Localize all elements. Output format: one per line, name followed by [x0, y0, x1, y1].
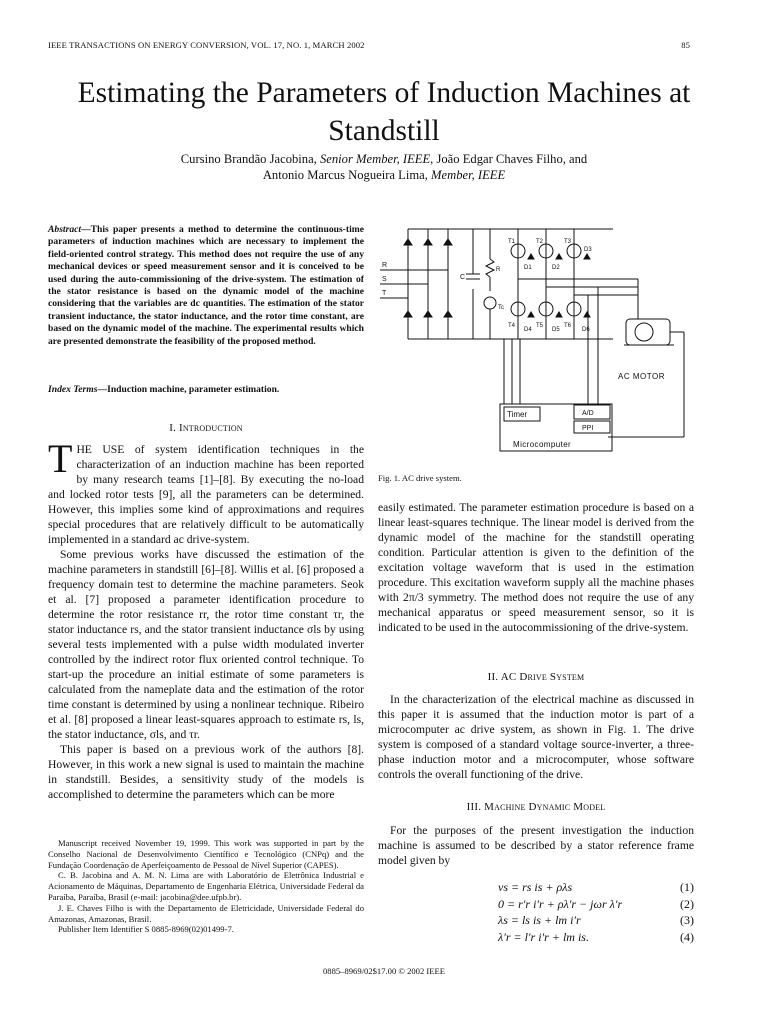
- label-c: C: [460, 274, 466, 281]
- intro-paragraph-1: THE USE of system identification techniques in the characterization of an induction machine has been reported by many research teams [1]–[8]. By executing the no-load and locked rotor tests [9], all the parameters can be determined. However, this implies some kind of approximations and requires special procedures that are relatively difficult to be automatically implemented in a standard ac drive-system.: [48, 436, 364, 546]
- label-microcomputer: Microcomputer: [513, 440, 572, 449]
- journal-name: IEEE TRANSACTIONS ON ENERGY CONVERSION, VOL. 17, NO. 1, MARCH 2002: [48, 40, 365, 50]
- inverter-switches: [511, 229, 590, 339]
- abstract: [48, 224, 364, 348]
- ac-drive-body: [378, 692, 694, 782]
- equation-4: [378, 930, 694, 947]
- label-s: S: [382, 276, 387, 283]
- drop-cap: T: [48, 436, 73, 481]
- section-heading-introduction: I. Introduction: [169, 422, 243, 434]
- copyright-footer: 0885–8969/02$17.00 © 2002 IEEE: [322, 966, 446, 976]
- footnote-manuscript: Manuscript received November 19, 1999. This work was supported in part by the Conselho Nacional de Desenvolvimento Científico e Tecnológico (CNPq) and the Fundação Coordenação de Aperfeiçoamento de Pessoal de Nível Superior (CAPES).: [48, 838, 364, 870]
- equation-2: [378, 897, 694, 914]
- ac-drive-paragraph: In the characterization of the electrical machine as discussed in this paper it is assumed that the induction motor is part of a microcomputer ac drive system, as shown in Fig. 1. The drive system is composed of a standard voltage source-inverter, a three-phase induction motor and a microcomputer, whose software controls the overall functioning of the drive.: [378, 693, 694, 781]
- label-r: R: [382, 262, 388, 269]
- label-timer: Timer: [507, 410, 528, 419]
- running-header: [48, 40, 690, 50]
- label-t6: T6: [564, 323, 572, 329]
- page-number: 85: [681, 40, 690, 50]
- equation-1-number: (1): [680, 880, 694, 894]
- label-d1: D1: [524, 265, 532, 271]
- intro-paragraph-3: This paper is based on a previous work of the authors [8]. However, in this work a new signal is used to maintain the machine in standstill. Besides, a sensitivity study of the models is accomplished to determine the parameters which can be more: [48, 743, 364, 801]
- right-column-body: [378, 500, 694, 635]
- index-terms: [48, 384, 364, 396]
- dynamic-model-body: [378, 823, 694, 868]
- abstract-label: Abstract: [48, 224, 82, 235]
- label-t4: T4: [508, 323, 516, 329]
- label-d6: D6: [582, 327, 590, 333]
- author-3-role: Member, IEEE: [431, 168, 506, 182]
- label-t1: T1: [508, 239, 516, 245]
- footnote-publisher-id: Publisher Item Identifier S 0885-8969(02)01499-7.: [58, 924, 234, 935]
- equation-4-text: λ′r = l′r i′r + lm is.: [498, 929, 589, 944]
- intro-paragraph-2: Some previous works have discussed the estimation of the machine parameters in standstill [6]–[8]. Willis et al. [6] proposed a frequency domain test to determine the machine parameters. Seok et al. [7] proposed a parameter identification procedure to determine the rotor resistance rr, the rotor time constant τr, the stator inductance rs, and the stator transient inductance σls by using several tests implemented with a pulse width modulated inverter controlled by the indirect rotor flux oriented control technique. To start-up the procedure an initial estimate of some parameters is calculated from the nameplate data and the estimation of the rotor time constant is determined by using a nonlinear technique. Ribeiro et al. [8] proposed a linear least-squares approach to estimate rs, ls, the stator inductance, σls, and τr.: [48, 548, 364, 741]
- index-terms-label: Index Terms: [48, 384, 98, 395]
- equation-1-text: vs = rs is + ρλs: [498, 880, 573, 894]
- label-d3: D3: [584, 247, 592, 253]
- equations: [378, 880, 694, 946]
- author-list: [40, 151, 728, 183]
- label-ppi: PPI: [582, 425, 594, 432]
- equation-3-text: λs = ls is + lm i′r: [498, 913, 581, 927]
- introduction-body: [48, 436, 364, 802]
- footnotes: [48, 838, 364, 935]
- equation-1: [378, 880, 694, 897]
- author-1-role: Senior Member, IEEE: [320, 152, 431, 166]
- right-paragraph-1: easily estimated. The parameter estimation procedure is based on a linear least-squares technique. The linear model is derived from the dynamic model of the machine for the standstill operating condition. Particular attention is given to the definition of the excitation voltage waveform that is used in the estimation procedure. This excitation waveform supply all the machine phases with 2π/3 symmetry. The method does not require the use of any mechanical apparatus or speed measurement sensor, so it is indicated to be used in the autocommissioning of the drive-system.: [378, 501, 694, 634]
- equation-3: [378, 913, 694, 930]
- equation-2-number: (2): [680, 896, 694, 911]
- label-ad: A/D: [582, 410, 594, 417]
- equation-4-number: (4): [680, 929, 694, 944]
- equation-3-number: (3): [680, 913, 694, 927]
- author-3: Antonio Marcus Nogueira Lima,: [262, 168, 428, 182]
- section-heading-dynamic-model: III. Machine Dynamic Model: [466, 801, 606, 813]
- label-t: T: [382, 290, 387, 297]
- footnote-affiliation-2: J. E. Chaves Filho is with the Departamento de Eletricidade, Universidade Federal do Amazonas, Amazonas, Brasil.: [48, 902, 364, 924]
- label-rr: R: [496, 267, 501, 273]
- dynamic-model-paragraph: For the purposes of the present investigation the induction machine is assumed to be described by a stator reference frame model given by: [378, 824, 694, 867]
- figure-caption: Fig. 1. AC drive system.: [378, 473, 462, 483]
- label-d5: D5: [552, 327, 560, 333]
- abstract-text: —This paper presents a method to determine the continuous-time parameters of induction machines which are necessary to implement the field-oriented control strategy. This method does not require the use of any mechanical devices or speed measurement sensor and it is conceived to be used during the auto-commissioning of the drive-system. The estimation of the stator resistance is based on the dynamic model of the machine considering that the variables are dc quantities. The estimation of the stator transient inductance, the stator inductance, and the rotor time constant, are based on the dynamic model of the machine. The experimental results which are presented demonstrate the feasibility of the proposed method.: [48, 224, 364, 347]
- label-ac-motor: AC MOTOR: [618, 372, 665, 381]
- section-heading-ac-drive: II. AC Drive System: [487, 671, 585, 683]
- footnote-affiliation-1: C. B. Jacobina and A. M. N. Lima are with Laboratório de Eletrônica Industrial e Acionamento de Máquinas, Departamento de Engenharia Elétrica, Universidade Federal da Paraíba, Paraíba, Brasil (e-mail: jacobina@dee.ufpb.br).: [48, 870, 364, 902]
- index-terms-text: —Induction machine, parameter estimation.: [97, 384, 280, 395]
- author-1: Cursino Brandão Jacobina,: [180, 152, 317, 166]
- label-d2: D2: [552, 265, 560, 271]
- ac-motor: [624, 319, 684, 345]
- author-2: , João Edgar Chaves Filho, and: [430, 152, 588, 166]
- label-d4: D4: [524, 327, 532, 333]
- label-t2: T2: [536, 239, 544, 245]
- label-tc: Tc: [498, 305, 504, 311]
- label-t5: T5: [536, 323, 544, 329]
- equation-2-text: 0 = r′r i′r + ρλ′r − jωr λ′r: [498, 896, 623, 911]
- label-t3: T3: [564, 239, 572, 245]
- paper-title: Estimating the Parameters of Induction Machines at Standstill: [77, 77, 691, 147]
- ac-drive-system-figure: [378, 219, 698, 459]
